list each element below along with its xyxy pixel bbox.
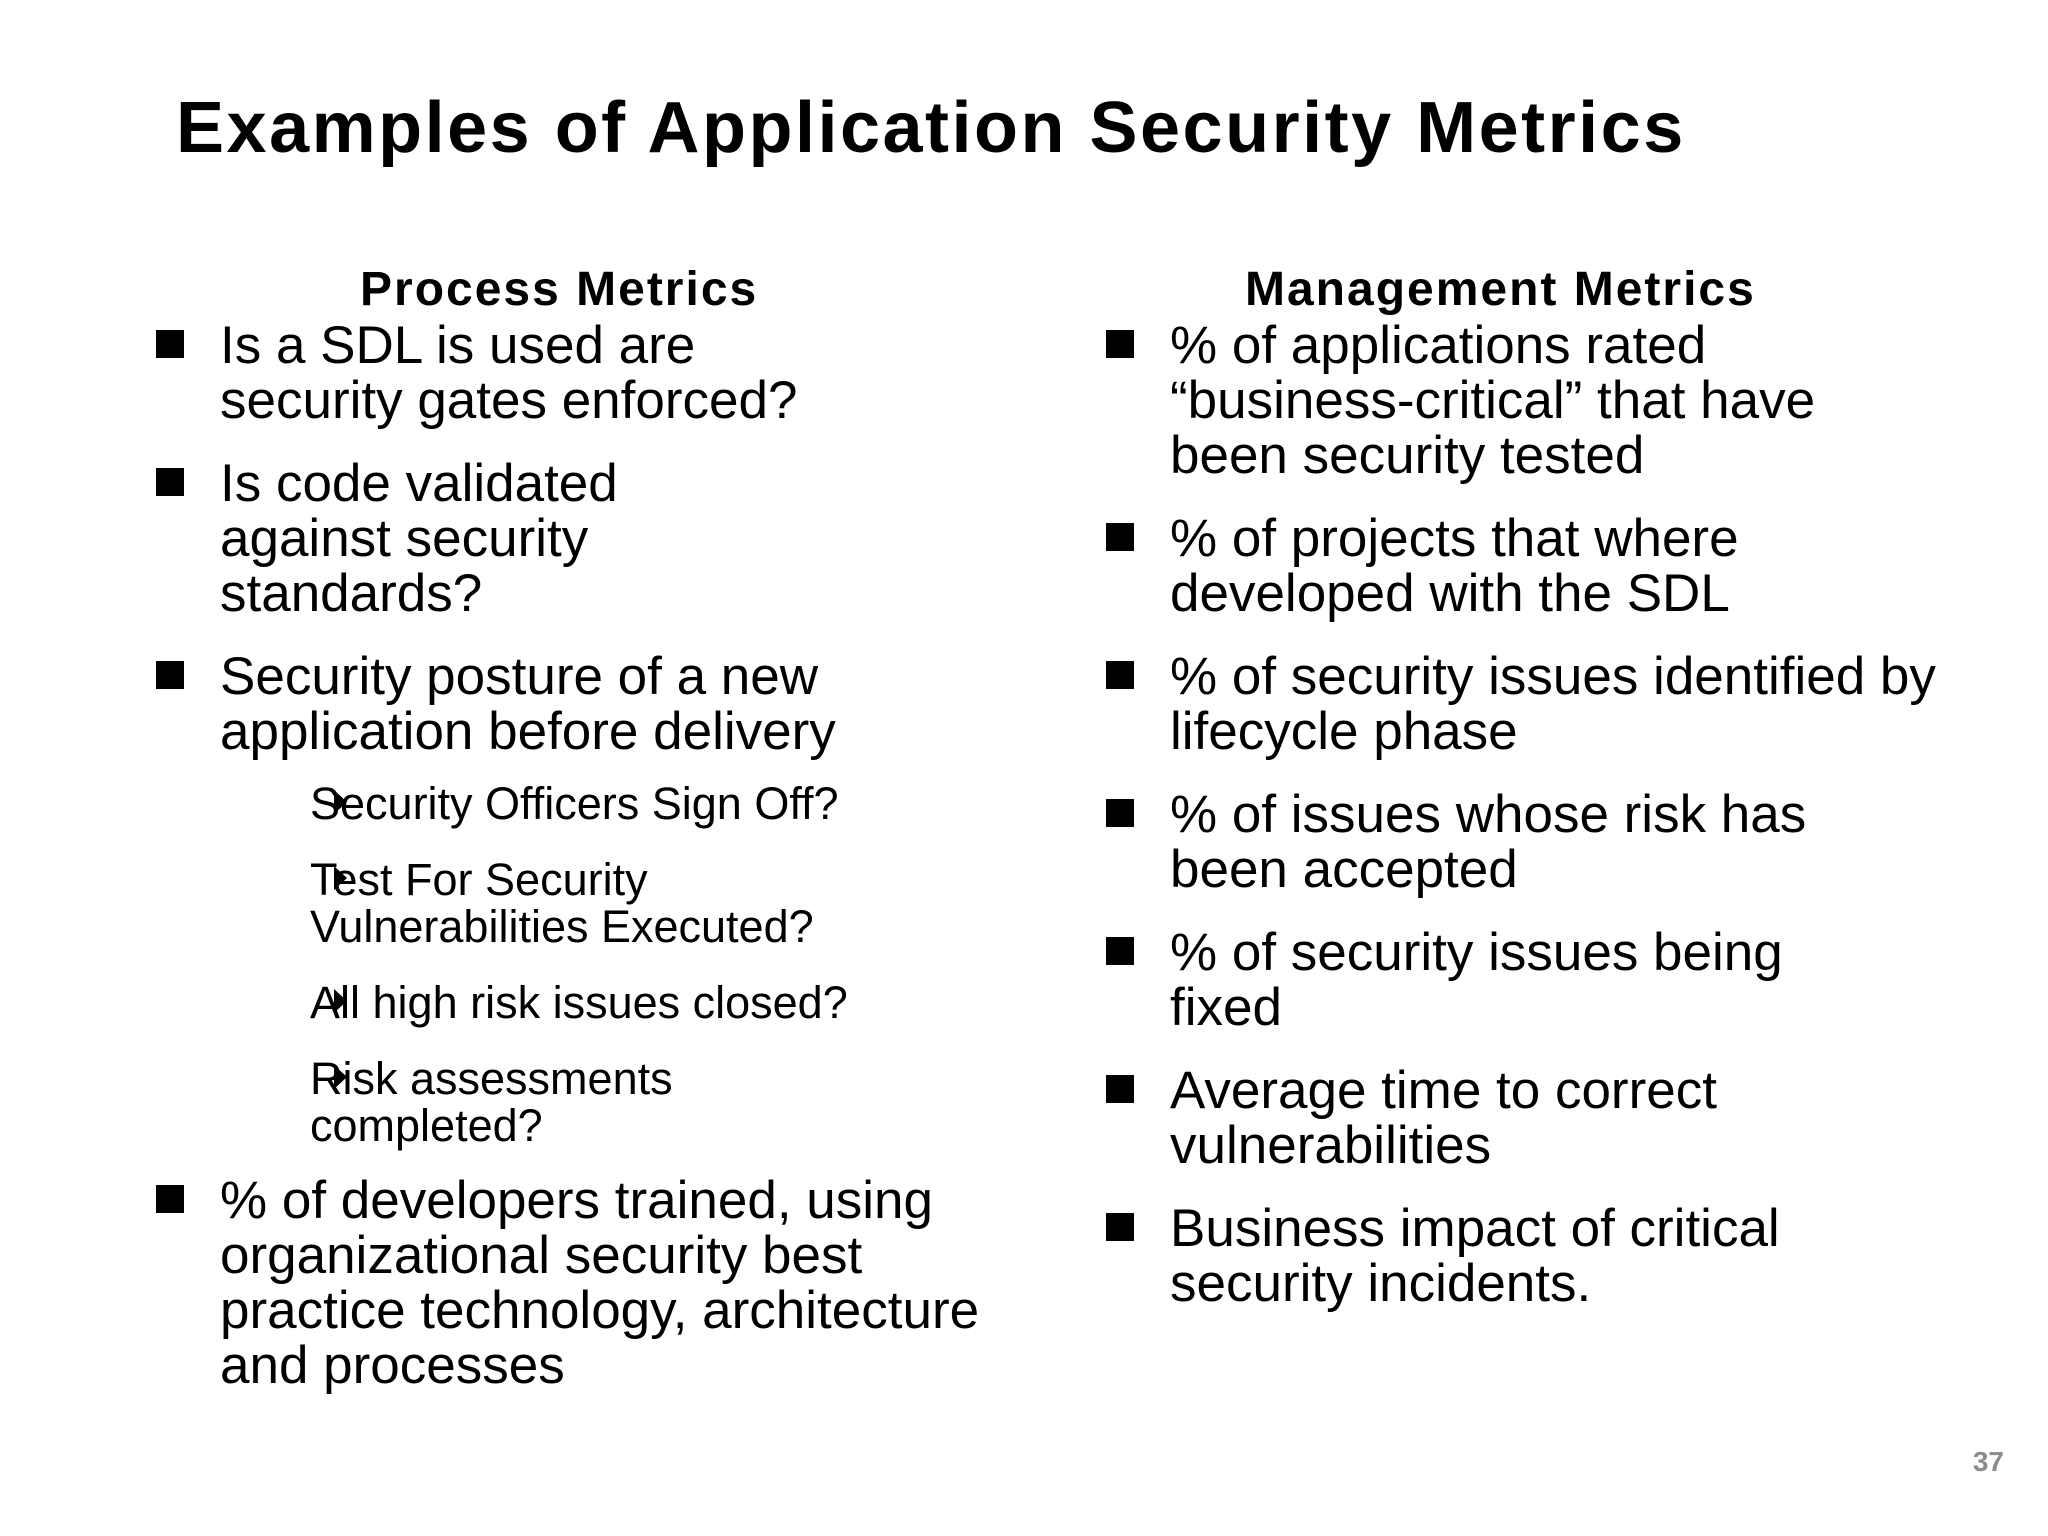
management-metrics-heading: Management Metrics bbox=[1245, 263, 1756, 316]
square-bullet-icon bbox=[156, 468, 184, 496]
list-item-text: % of security issues identified by lifecycle phase bbox=[1170, 647, 1936, 761]
square-bullet-icon bbox=[1106, 799, 1134, 827]
list-item-text: Average time to correct vulnerabilities bbox=[1170, 1061, 1717, 1175]
square-bullet-icon bbox=[1106, 1213, 1134, 1241]
triangle-bullet-icon bbox=[334, 866, 347, 890]
list-item bbox=[150, 456, 780, 621]
sub-list-item bbox=[220, 856, 820, 950]
process-metrics-list bbox=[150, 318, 1030, 1393]
sub-list-item bbox=[220, 979, 900, 1026]
list-item bbox=[1100, 1063, 1870, 1173]
list-item bbox=[1100, 1201, 1890, 1311]
square-bullet-icon bbox=[156, 661, 184, 689]
list-item bbox=[1100, 511, 1890, 621]
page-number: 37 bbox=[1972, 1446, 2004, 1477]
list-item bbox=[150, 1173, 1020, 1393]
list-item bbox=[150, 649, 900, 1149]
square-bullet-icon bbox=[156, 330, 184, 358]
list-item-text: % of security issues being fixed bbox=[1170, 923, 1783, 1037]
sub-list-item-text: Risk assessments completed? bbox=[310, 1053, 673, 1151]
triangle-bullet-icon bbox=[334, 790, 347, 814]
list-item bbox=[1100, 925, 1870, 1035]
management-metrics-list bbox=[1100, 318, 1980, 1311]
sub-list bbox=[220, 780, 900, 1149]
list-item-text: Is a SDL is used are security gates enforced? bbox=[220, 316, 798, 430]
slide-title: Examples of Application Security Metrics bbox=[176, 88, 1686, 168]
management-metrics-column bbox=[1100, 262, 1980, 1339]
list-item-text: Is code validated against security standards? bbox=[220, 454, 618, 623]
sub-list-item bbox=[220, 1055, 900, 1149]
square-bullet-icon bbox=[156, 1185, 184, 1213]
list-item bbox=[1100, 318, 1910, 483]
triangle-bullet-icon bbox=[334, 1065, 347, 1089]
sub-list-item-text: All high risk issues closed? bbox=[310, 977, 848, 1028]
square-bullet-icon bbox=[1106, 661, 1134, 689]
list-item bbox=[1100, 649, 2000, 759]
list-item-text: % of projects that where developed with the SDL bbox=[1170, 509, 1739, 623]
sub-list-item bbox=[220, 780, 900, 827]
list-item-text: % of developers trained, using organizational security best practice technology, architecture and processes bbox=[220, 1171, 980, 1395]
sub-list-item-text: Test For Security Vulnerabilities Executed? bbox=[310, 854, 814, 952]
square-bullet-icon bbox=[1106, 330, 1134, 358]
triangle-bullet-icon bbox=[334, 989, 347, 1013]
list-item bbox=[1100, 787, 1890, 897]
square-bullet-icon bbox=[1106, 1075, 1134, 1103]
list-item-text: % of applications rated “business-critical” that have been security tested bbox=[1170, 316, 1816, 485]
process-metrics-heading: Process Metrics bbox=[360, 263, 759, 316]
sub-list-item-text: Security Officers Sign Off? bbox=[310, 778, 839, 829]
list-item bbox=[150, 318, 820, 428]
list-item-text: Security posture of a new application before delivery bbox=[220, 647, 836, 761]
list-item-text: % of issues whose risk has been accepted bbox=[1170, 785, 1807, 899]
square-bullet-icon bbox=[1106, 937, 1134, 965]
list-item-text: Business impact of critical security incidents. bbox=[1170, 1199, 1780, 1313]
square-bullet-icon bbox=[1106, 523, 1134, 551]
process-metrics-column bbox=[150, 262, 1030, 1421]
